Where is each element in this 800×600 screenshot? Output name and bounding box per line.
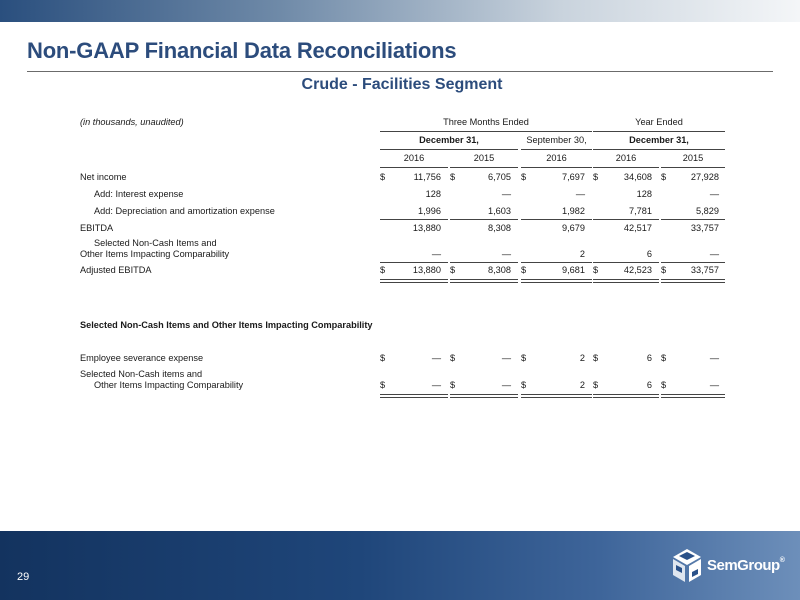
year-ended-header: Year Ended (635, 117, 683, 127)
logo-text (707, 557, 784, 574)
dollar-sign: $ (521, 265, 527, 275)
three-months-header: Three Months Ended (443, 117, 529, 127)
value-cell: 11,756 (413, 172, 441, 182)
dollar-sign: $ (593, 172, 599, 182)
value-cell: 128 (425, 189, 441, 199)
rule (593, 149, 725, 150)
row-label: Adjusted EBITDA (80, 265, 152, 275)
dollar-sign: $ (450, 380, 456, 390)
value-cell: — (501, 353, 511, 363)
dollar-sign: $ (521, 353, 527, 363)
value-cell: — (431, 353, 441, 363)
title-divider (27, 71, 773, 72)
logo-wordmark: SemGroup (707, 557, 780, 574)
rule (593, 167, 659, 168)
dollar-sign: $ (661, 353, 667, 363)
value-cell: — (709, 189, 719, 199)
slide-title: Non-GAAP Financial Data Reconciliations (27, 38, 457, 63)
row-label: EBITDA (80, 223, 114, 233)
table-row-selected-items (80, 238, 725, 264)
value-cell: 1,996 (418, 206, 441, 216)
value-cell: — (709, 380, 719, 390)
double-rule (593, 394, 659, 398)
dollar-sign: $ (593, 353, 599, 363)
rule (661, 219, 725, 220)
dollar-sign: $ (661, 380, 667, 390)
double-rule (593, 279, 659, 283)
value-cell: 7,781 (629, 206, 652, 216)
value-cell: 33,757 (690, 265, 719, 275)
rule (593, 219, 659, 220)
double-rule (450, 279, 518, 283)
value-cell: 8,308 (488, 265, 511, 275)
section-2-heading: Selected Non-Cash Items and Other Items Impacting Comparability (80, 320, 373, 330)
rule (380, 149, 518, 150)
value-cell: 2 (579, 249, 585, 259)
rule (661, 262, 725, 263)
rule (521, 149, 592, 150)
rule (661, 167, 725, 168)
year-col-2: 2015 (473, 153, 495, 163)
rule (450, 219, 518, 220)
rule (521, 262, 592, 263)
rule (593, 131, 725, 132)
value-cell: 6 (646, 380, 652, 390)
dollar-sign: $ (593, 265, 599, 275)
value-cell: 42,523 (623, 265, 652, 275)
table-row-employee-severance (80, 353, 725, 366)
dollar-sign: $ (661, 172, 667, 182)
value-cell: — (501, 189, 511, 199)
value-cell: 42,517 (623, 223, 652, 233)
row-label-line-2: Other Items Impacting Comparability (94, 380, 244, 390)
dollar-sign: $ (450, 172, 456, 182)
table-row-selected-total (80, 369, 725, 395)
rule (380, 219, 448, 220)
double-rule (380, 394, 448, 398)
value-cell: 27,928 (690, 172, 719, 182)
double-rule (661, 279, 725, 283)
value-cell: 34,608 (623, 172, 652, 182)
year-col-5: 2015 (682, 153, 704, 163)
table-year-row (80, 153, 725, 166)
table-header-row-1 (80, 117, 725, 130)
table-note: (in thousands, unaudited) (80, 117, 184, 127)
dec31-quarter-header: December 31, (419, 135, 479, 145)
value-cell: 8,308 (488, 223, 511, 233)
dollar-sign: $ (593, 380, 599, 390)
dollar-sign: $ (450, 265, 456, 275)
semgroup-logo (670, 547, 785, 585)
dollar-sign: $ (450, 353, 456, 363)
dollar-sign: $ (380, 265, 386, 275)
value-cell: 2 (579, 380, 585, 390)
table-header-row-2 (80, 135, 725, 148)
dollar-sign: $ (521, 172, 527, 182)
subtitle-text: Crude - Facilities Segment (301, 76, 503, 93)
top-gradient-bar (0, 0, 800, 22)
value-cell: — (431, 380, 441, 390)
rule (380, 167, 448, 168)
value-cell: 2 (579, 353, 585, 363)
cube-logo-icon (670, 547, 704, 585)
double-rule (521, 394, 592, 398)
value-cell: — (501, 249, 511, 259)
value-cell: — (501, 380, 511, 390)
dollar-sign: $ (380, 353, 386, 363)
page-number: 29 (17, 571, 30, 583)
double-rule (450, 394, 518, 398)
rule (450, 167, 518, 168)
section-2-heading-row (80, 320, 725, 333)
value-cell: 13,880 (412, 223, 441, 233)
value-cell: 1,603 (488, 206, 511, 216)
value-cell: 7,697 (562, 172, 585, 182)
rule (521, 219, 592, 220)
row-label-line-1: Selected Non-Cash Items and (94, 238, 217, 248)
value-cell: — (431, 249, 441, 259)
year-col-4: 2016 (615, 153, 637, 163)
value-cell: 33,757 (690, 223, 719, 233)
dollar-sign: $ (521, 380, 527, 390)
rule (380, 131, 592, 132)
year-col-3: 2016 (546, 153, 567, 163)
double-rule (521, 279, 592, 283)
value-cell: 13,880 (412, 265, 441, 275)
value-cell: 9,679 (562, 223, 585, 233)
row-label-line-1: Selected Non-Cash items and (80, 369, 203, 379)
year-col-1: 2016 (403, 153, 425, 163)
rule (521, 167, 592, 168)
value-cell: 9,681 (562, 265, 585, 275)
value-cell: — (709, 353, 719, 363)
slide-subtitle (0, 76, 800, 94)
table-row-interest (80, 189, 725, 202)
dollar-sign: $ (380, 172, 386, 182)
double-rule (661, 394, 725, 398)
registered-mark: ® (779, 557, 785, 564)
row-label: Net income (80, 172, 127, 182)
row-label: Employee severance expense (80, 353, 204, 363)
dec31-year-header: December 31, (629, 135, 689, 145)
value-cell: 5,829 (696, 206, 719, 216)
value-cell: — (575, 189, 585, 199)
value-cell: 6,705 (488, 172, 511, 182)
table-row-adjusted-ebitda (80, 265, 725, 278)
rule (593, 262, 659, 263)
value-cell: 6 (646, 249, 652, 259)
row-label: Add: Interest expense (94, 189, 184, 199)
dollar-sign: $ (661, 265, 667, 275)
value-cell: 1,982 (562, 206, 585, 216)
row-label-line-2: Other Items Impacting Comparability (80, 249, 230, 259)
rule (380, 262, 448, 263)
value-cell: 6 (646, 353, 652, 363)
dollar-sign: $ (380, 380, 386, 390)
rule (450, 262, 518, 263)
table-row-ebitda (80, 223, 725, 236)
value-cell: 128 (636, 189, 652, 199)
row-label: Add: Depreciation and amortization expense (94, 206, 275, 216)
value-cell: — (709, 249, 719, 259)
sep30-header: September 30, (526, 135, 587, 145)
double-rule (380, 279, 448, 283)
table-row-depreciation (80, 206, 725, 219)
table-row-net-income (80, 172, 725, 185)
